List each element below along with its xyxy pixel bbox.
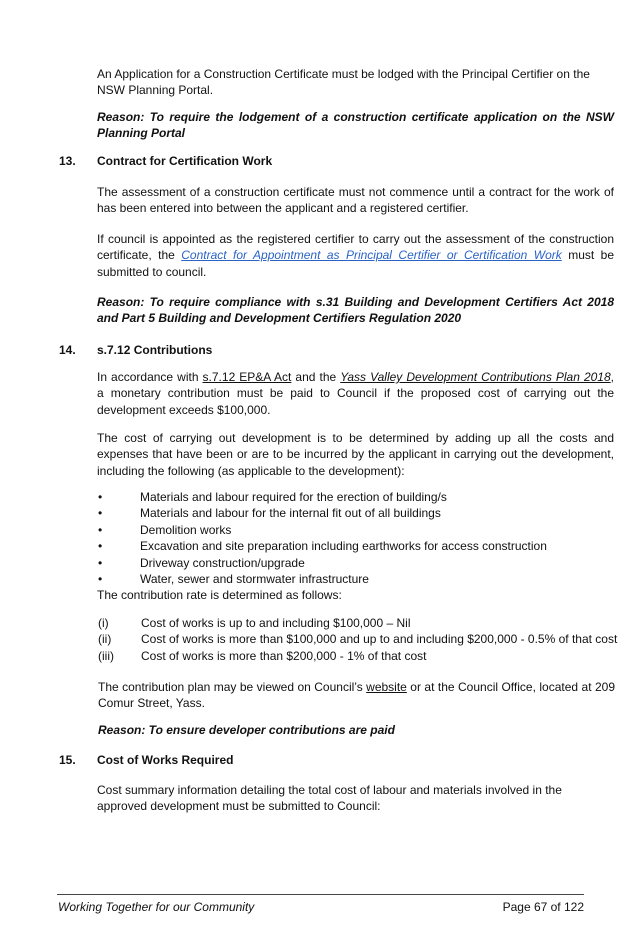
contract-appointment-link[interactable]: Contract for Appointment as Principal Certifier or Certification Work xyxy=(181,248,562,263)
bullet-icon: • xyxy=(98,571,103,586)
intro-reason: Reason: To require the lodgement of a construction certificate application on the NSW Planning Portal xyxy=(97,110,614,141)
section-13-number: 13. xyxy=(59,154,76,168)
section-14-paragraph-3-tail: or at the Council Office, located at 209 Comur Street, Yass. xyxy=(98,680,615,711)
list-item xyxy=(97,505,614,521)
rate-item xyxy=(98,631,618,647)
list-item-text: Demolition works xyxy=(140,522,232,537)
list-item-text: Excavation and site preparation including earthworks for access construction xyxy=(140,539,547,554)
section-14-reason: Reason: To ensure developer contributions are paid xyxy=(98,723,395,737)
rate-item-label: (i) xyxy=(98,616,109,630)
section-14-paragraph-1-tail: , a monetary contribution must be paid to Council if the proposed cost of carrying out the development exceeds $100,000. xyxy=(97,370,614,417)
rate-item-text: Cost of works is up to and including $100,000 – Nil xyxy=(141,616,411,630)
section-14-paragraph-3 xyxy=(98,679,615,712)
rate-item xyxy=(98,615,618,631)
section-15-number: 15. xyxy=(59,753,76,767)
rate-item-text: Cost of works is more than $100,000 and up to and including $200,000 - 0.5% of that cost xyxy=(141,632,618,647)
section-15-heading: Cost of Works Required xyxy=(97,753,234,767)
list-item-text: Materials and labour for the internal fit out of all buildings xyxy=(140,506,441,521)
bullet-icon: • xyxy=(98,490,103,504)
contributions-plan-link[interactable]: Yass Valley Development Contributions Plan 2018 xyxy=(340,370,611,384)
list-item xyxy=(97,489,614,505)
list-item-text: Driveway construction/upgrade xyxy=(140,555,305,570)
section-13-paragraph-2-tail: must be submitted to council. xyxy=(97,248,614,279)
section-14-paragraph-1 xyxy=(97,369,614,418)
footer-divider xyxy=(57,894,584,895)
rate-item-label: (ii) xyxy=(98,632,112,647)
section-13-paragraph-1: The assessment of a construction certificate must not commence until a contract for the work of has been entered into between the applicant and a registered certifier. xyxy=(97,185,614,216)
rate-item xyxy=(98,648,618,664)
section-14-heading: s.7.12 Contributions xyxy=(97,343,213,357)
section-13-heading: Contract for Certification Work xyxy=(97,154,273,168)
section-14-paragraph-1-text: In accordance with xyxy=(97,370,203,384)
list-item xyxy=(97,538,614,554)
bullet-icon: • xyxy=(98,555,103,570)
rate-item-label: (iii) xyxy=(98,648,114,663)
section-15-paragraph-1: Cost summary information detailing the total cost of labour and materials involved in the approved development must be submitted to Council: xyxy=(97,783,562,814)
cost-items-list xyxy=(97,489,614,587)
section-14-paragraph-2: The cost of carrying out development is to be determined by adding up all the costs and expenses that have been or are to be incurred by the applicant in carrying out the development, including the following (as applicable to the development): xyxy=(97,431,614,478)
list-item xyxy=(97,555,614,571)
list-item xyxy=(97,571,614,587)
rate-intro: The contribution rate is determined as follows: xyxy=(97,588,342,602)
footer-tagline: Working Together for our Community xyxy=(58,900,255,914)
bullet-icon: • xyxy=(98,522,103,537)
section-14-paragraph-3-text: The contribution plan may be viewed on Council’s xyxy=(98,680,367,694)
rate-item-text: Cost of works is more than $200,000 - 1% of that cost xyxy=(141,648,427,663)
bullet-icon: • xyxy=(98,539,103,554)
bullet-icon: • xyxy=(98,506,103,521)
section-14-paragraph-1-mid: and the xyxy=(291,370,341,384)
website-link[interactable]: website xyxy=(366,680,407,694)
section-13-paragraph-2-text: If council is appointed as the registered certifier to carry out the assessment of the construction certificate, the xyxy=(97,232,614,263)
intro-paragraph: An Application for a Construction Certificate must be lodged with the Principal Certifier on the NSW Planning Portal. xyxy=(97,67,590,98)
section-13-reason: Reason: To require compliance with s.31 Building and Development Certifiers Act 2018 and Part 5 Building and Development Certifiers Regulation 2020 xyxy=(97,295,614,326)
section-14-number: 14. xyxy=(59,343,76,357)
section-13-paragraph-2 xyxy=(97,231,614,280)
contribution-rates-list xyxy=(98,615,618,664)
ep-a-act-link[interactable]: s.7.12 EP&A Act xyxy=(202,370,292,384)
list-item xyxy=(97,522,614,538)
list-item-text: Water, sewer and stormwater infrastructure xyxy=(140,571,369,586)
page-number: Page 67 of 122 xyxy=(502,900,584,914)
list-item-text: Materials and labour required for the erection of building/s xyxy=(140,490,447,504)
